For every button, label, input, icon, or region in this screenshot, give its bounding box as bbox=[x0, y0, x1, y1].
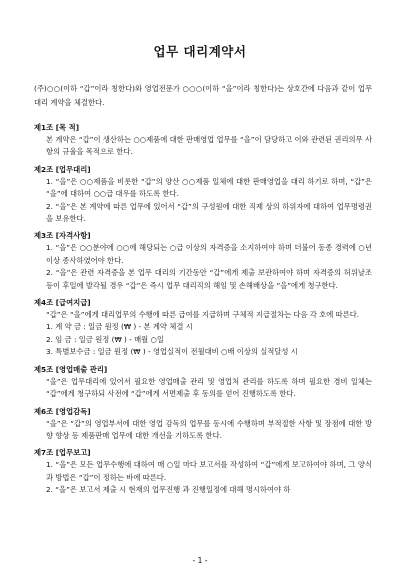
article-4 bbox=[34, 297, 372, 359]
article-heading: 제1조 [목 적] bbox=[34, 123, 80, 132]
article-clause: 1. “을”은 모든 업무수행에 대하여 매 ○일 마다 보고서를 작성하여 “갑”에게 보고하여야 하며, 그 양식과 방법은 “갑”이 정하는 바에 따른다. bbox=[46, 460, 372, 482]
article-7 bbox=[34, 447, 372, 496]
articles-section bbox=[34, 122, 372, 497]
article-clause: 본 계약은 “갑”이 생산하는 ○○제품에 대한 판매영업 업무를 “을”이 담당하고 이와 관련된 권리의무 사항의 규율을 목적으로 한다. bbox=[46, 135, 372, 157]
article-2 bbox=[34, 164, 372, 226]
intro-paragraph bbox=[34, 82, 372, 110]
article-clause: 1. “을”은 ○○분야에 ○○에 해당되는 ○급 이상의 자격증을 소지하여야 하며 더불어 동종 경력에 ○년 이상 종사하였어야 한다. bbox=[46, 243, 372, 265]
article-clause: 2. “을”은 본 계약에 따른 업무에 있어서 “갑”의 구성원에 대한 직제 상의 하위자에 대하여 업무명령권을 보유한다. bbox=[46, 201, 372, 224]
document-title: 업무 대리계약서 bbox=[153, 44, 247, 59]
article-clause: 2. “을”은 관련 자격증을 본 업무 대리의 기간동안 “갑”에게 제출 보관하여야 하며 자격증의 허위날조 등이 후일에 발각될 경우 “갑”은 즉시 업무 대리직의 해임 및 손해배상을 “을”에게 청구한다. bbox=[46, 268, 372, 290]
article-heading: 제3조 [자격사항] bbox=[34, 231, 91, 241]
article-clause: 2. 임 금 : 일금 원정 (₩ ) - 매월 ○일 bbox=[46, 334, 164, 344]
article-heading: 제5조 [영업매출 관리] bbox=[34, 364, 108, 374]
article-clause: 2. “을”은 보고서 제출 시 현재의 업무진행 과 진행일정에 대해 명시하여야 하 bbox=[46, 485, 291, 495]
article-1 bbox=[34, 122, 372, 159]
article-heading: 제7조 [업무보고] bbox=[34, 448, 91, 458]
article-clause: “을”은 “갑”의 영업부서에 대한 영업 감독의 업무를 동시에 수행하며 부적절한 사항 및 장점에 대한 방향 향상 등 제품판매 업무에 대한 개선을 기하도록 한다. bbox=[46, 418, 372, 440]
article-clause: 1. “을”은 ○○제품을 비롯한 “갑”의 양산 ○○제품 일체에 대한 판매영업을 대리 하기로 하며, “갑”은 “을”에 대하여 ○○급 대우를 하도록 한다. bbox=[46, 176, 372, 199]
article-clause: “갑”은 “을”에게 대리업무의 수행에 따른 급여를 지급하며 구체적 지급절차는 다음 각 호에 따른다. bbox=[46, 310, 360, 320]
article-3 bbox=[34, 230, 372, 292]
article-clause: 1. 계 약 금 : 일금 원정 (₩ ) - 본 계약 체결 시 bbox=[46, 322, 193, 332]
article-5 bbox=[34, 364, 372, 401]
article-clause: 3. 특별보수금 : 일금 원정 (₩ ) - 영업실적이 전월대비 ○배 이상의 실적달성 시 bbox=[46, 347, 298, 357]
intro-line: (주)○○(이하 “갑”이라 칭한다)와 영업전문가 ○○○(이하 “을”이라 칭한다)는 상호간에 다음과 같이 업무대리 계약을 체결한다. bbox=[34, 84, 372, 107]
article-heading: 제2조 [업무대리] bbox=[34, 164, 91, 174]
article-heading: 제4조 [급여지급] bbox=[34, 298, 91, 308]
page-number: - 1 - bbox=[192, 556, 208, 565]
article-clause: “을”은 업무대리에 있어서 필요한 영업매출 관리 및 영업처 관리를 하도록 하며 필요한 경비 일체는 “갑”에게 청구하되 사전에 “갑”에게 서면제출 후 동의를 얻어 진행하도록 한다. bbox=[46, 376, 372, 399]
article-heading: 제6조 [영업감독] bbox=[34, 406, 91, 416]
article-6 bbox=[34, 406, 372, 443]
